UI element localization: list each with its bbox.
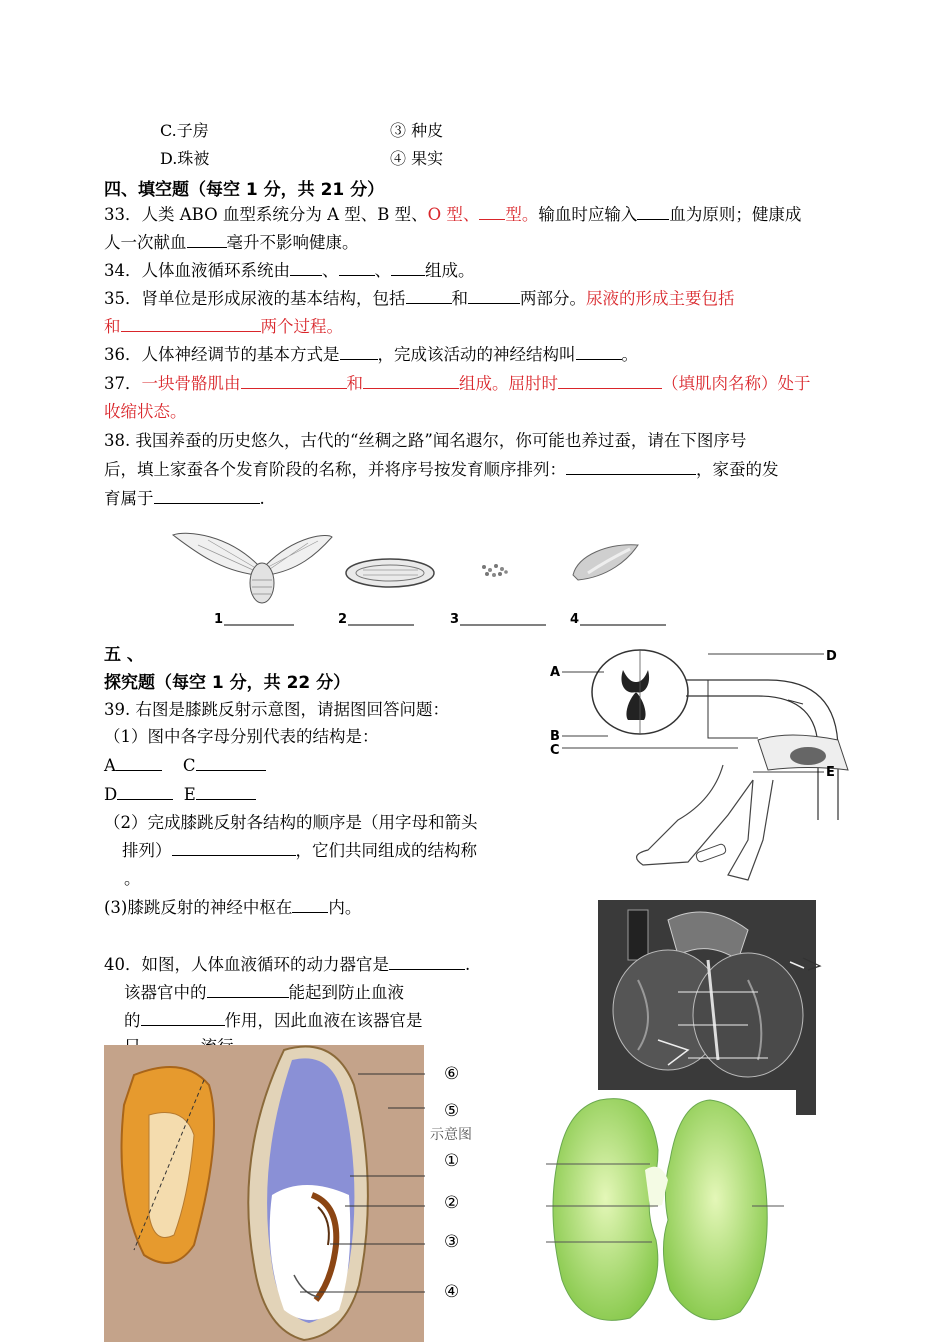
- q39-p1: （1）图中各字母分别代表的结构是：: [104, 727, 379, 746]
- silkworm-lifecycle-figure: [168, 525, 688, 635]
- q33-volume-blank[interactable]: [187, 231, 227, 249]
- q33-line2: 人一次献血 毫升不影响健康。: [104, 228, 359, 257]
- option-c: C.子房: [160, 121, 209, 140]
- q34: 34．人体血液循环系统由 、 、 组成。: [104, 256, 475, 285]
- q33-blank[interactable]: [637, 203, 669, 221]
- q36: 36．人体神经调节的基本方式是 ，完成该活动的神经结构叫 。: [104, 340, 638, 369]
- q35-line2: 和 两个过程。: [104, 312, 343, 341]
- cocoon-drawing: [346, 559, 434, 587]
- seed-label-5: ⑤: [444, 1101, 460, 1121]
- seed-label-6: ⑥: [444, 1064, 460, 1084]
- q38-line2: 后，填上家蚕各个发育阶段的名称，并将序号按发育顺序排列： ，家蚕的发: [104, 455, 779, 484]
- stage-label-1: 1: [214, 612, 224, 627]
- stage-label-3: 3: [450, 612, 460, 627]
- q39-ac: A C: [104, 751, 266, 780]
- reflex-label-b: B: [550, 729, 560, 744]
- q37-line2: 收缩状态。: [104, 402, 187, 421]
- option-3: ③ 种皮: [390, 121, 444, 140]
- knee-reflex-figure: [548, 640, 848, 890]
- seed-label-2: ②: [444, 1193, 460, 1213]
- section5-title: 探究题（每空 1 分，共 22 分）: [104, 673, 351, 693]
- reflex-label-a: A: [550, 665, 561, 680]
- stage-label-2: 2: [338, 612, 348, 627]
- spinal-cord-section: [592, 650, 688, 734]
- q37-line1: 37．一块骨骼肌由 和 组成。屈肘时 （填肌肉名称）处于: [104, 369, 811, 398]
- q39-p3: (3)膝跳反射的神经中枢在 内。: [104, 893, 361, 922]
- reflex-label-d: D: [826, 649, 837, 664]
- option-4: ④ 果实: [390, 149, 444, 168]
- bean-seed-figure: [540, 1090, 800, 1330]
- leg-drawing: [637, 735, 848, 880]
- q39-de: D E: [104, 780, 256, 809]
- q39-p2b: 排列） ，它们共同组成的结构称: [122, 836, 477, 865]
- moth-drawing: [173, 533, 332, 603]
- q40-line2: 该器官中的 能起到防止血液: [124, 978, 404, 1007]
- q40-line1: 40．如图，人体血液循环的动力器官是 .: [104, 950, 470, 979]
- heart-figure: [598, 900, 830, 1115]
- q39-intro: 39. 右图是膝跳反射示意图，请据图回答问题：: [104, 700, 449, 719]
- stage-label-4: 4: [570, 612, 580, 627]
- reflex-label-e: E: [826, 765, 835, 780]
- reflex-label-c: C: [550, 743, 560, 758]
- seed-label-1: ①: [444, 1151, 460, 1171]
- q40-line4: [124, 1032, 250, 1046]
- section5-prefix: 五 、: [104, 645, 144, 665]
- q33-line1: 33．人类 ABO 血型系统分为 A 型、B 型、O 型、 型。输血时应输入 血为原则；健康成: [104, 200, 801, 229]
- q40-line3: 的 作用，因此血液在该器官是: [124, 1006, 423, 1035]
- seed-label-3: ③: [444, 1232, 460, 1252]
- q38-line3: 育属于 .: [104, 484, 265, 513]
- eggs-drawing: [482, 564, 508, 577]
- q39-p2a: （2）完成膝跳反射各结构的顺序是（用字母和箭头: [104, 813, 478, 832]
- q39-p2d: 。: [124, 869, 141, 888]
- overlap-caption: 示意图: [430, 1127, 472, 1143]
- q38-line1: 38. 我国养蚕的历史悠久，古代的“丝稠之路”闻名遐尔，你可能也养过蚕，请在下图序号: [104, 431, 747, 450]
- pupa-drawing: [573, 545, 638, 580]
- option-d: D.珠被: [160, 149, 210, 168]
- q35-line1: 35．肾单位是形成尿液的基本结构，包括 和 两部分。尿液的形成主要包括: [104, 284, 735, 313]
- seed-leader-lines: [250, 1060, 430, 1310]
- section4-title: 四、填空题（每空 1 分，共 21 分）: [104, 180, 385, 200]
- seed-label-4: ④: [444, 1282, 460, 1302]
